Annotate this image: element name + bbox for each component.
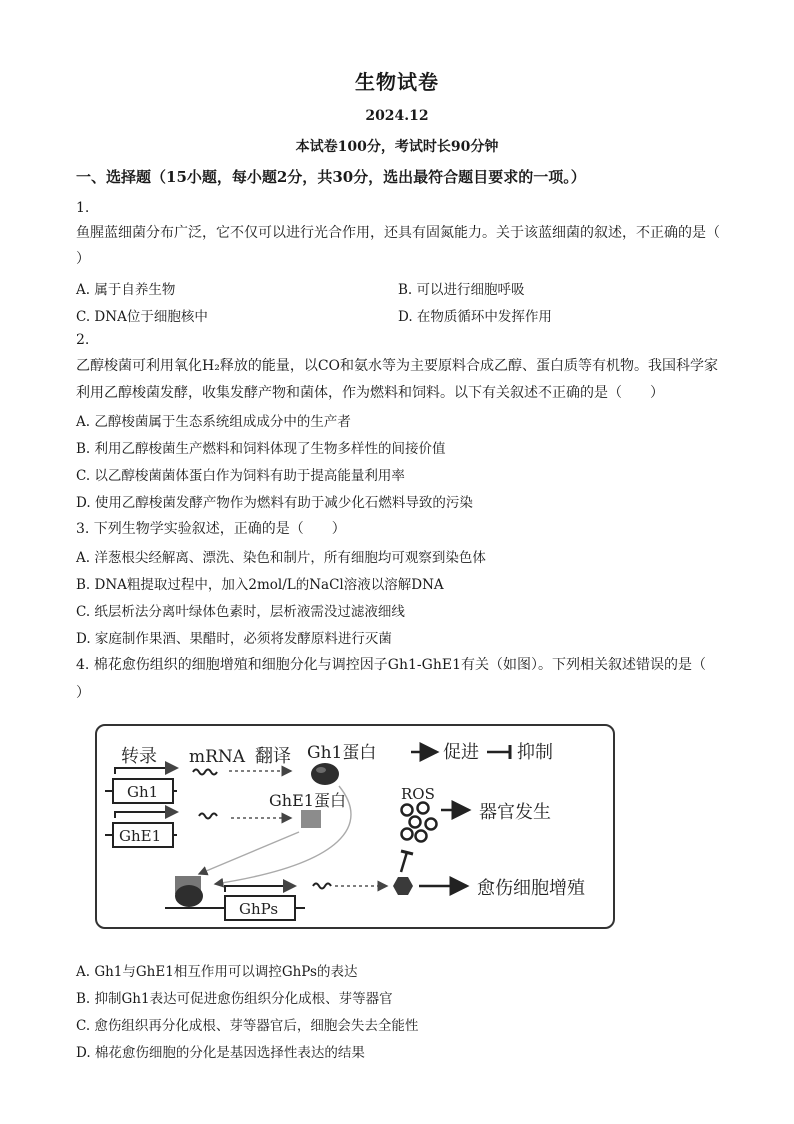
exam-info: 本试卷100分，考试时长90分钟 xyxy=(295,139,499,155)
q1-option-b: B. 可以进行细胞呼吸 xyxy=(398,282,525,298)
q1-stem-end: ） xyxy=(76,251,90,267)
q4-stem: 4. 棉花愈伤组织的细胞增殖和细胞分化与调控因子Gh1-GhE1有关（如图）。下列相关叙述错误的是（ xyxy=(76,657,706,673)
q1-option-a: A. 属于自养生物 xyxy=(76,282,176,298)
label-transcription: 转录 xyxy=(121,746,157,767)
q2-stem-cont: 利用乙醇梭菌发酵，收集发酵产物和菌体，作为燃料和饲料。以下有关叙述不正确的是（ ） xyxy=(76,385,664,401)
gene-gh1-label: Gh1 xyxy=(127,783,159,801)
label-ghe1-protein: GhE1蛋白 xyxy=(269,791,346,810)
exam-date: 2024.12 xyxy=(365,108,429,124)
section-title: 一、选择题（15小题，每小题2分，共30分，选出最符合题目要求的一项。） xyxy=(76,168,586,186)
q2-option-b: B. 利用乙醇梭菌生产燃料和饲料体现了生物多样性的间接价值 xyxy=(76,441,446,457)
q2-option-c: C. 以乙醇梭菌菌体蛋白作为饲料有助于提高能量利用率 xyxy=(76,468,405,484)
label-callus-proliferation: 愈伤细胞增殖 xyxy=(477,878,585,899)
gene-ghps-label: GhPs xyxy=(239,900,279,918)
q2-option-a: A. 乙醇梭菌属于生态系统组成成分中的生产者 xyxy=(76,414,351,430)
q4-option-c: C. 愈伤组织再分化成根、芽等器官后，细胞会失去全能性 xyxy=(76,1018,419,1034)
q2-stem: 乙醇梭菌可利用氧化H₂释放的能量，以CO和氨水等为主要原料合成乙醇、蛋白质等有机物。我国科学家 xyxy=(76,358,719,374)
q3-option-d: D. 家庭制作果酒、果醋时，必须将发酵原料进行灭菌 xyxy=(76,631,392,647)
q3-stem: 3. 下列生物学实验叙述，正确的是（ ） xyxy=(76,521,346,537)
q3-option-c: C. 纸层析法分离叶绿体色素时，层析液需没过滤液细线 xyxy=(76,604,405,620)
q1-option-c: C. DNA位于细胞核中 xyxy=(76,309,208,325)
label-mrna: mRNA xyxy=(189,747,246,767)
q2-option-d: D. 使用乙醇梭菌发酵产物作为燃料有助于减少化石燃料导致的污染 xyxy=(76,495,473,511)
q2-number: 2. xyxy=(76,332,90,348)
regulation-diagram xyxy=(95,724,615,930)
complex-gh1-part xyxy=(175,885,203,907)
q4-option-d: D. 棉花愈伤细胞的分化是基因选择性表达的结果 xyxy=(76,1045,365,1061)
q1-number: 1. xyxy=(76,200,90,216)
q4-option-b: B. 抑制Gh1表达可促进愈伤组织分化成根、芽等器官 xyxy=(76,991,393,1007)
page-title: 生物试卷 xyxy=(355,70,439,94)
legend-promote: 促进 xyxy=(443,742,479,763)
label-ros: ROS xyxy=(401,785,435,803)
q4-stem-end: ） xyxy=(76,685,90,701)
label-translation: 翻译 xyxy=(255,746,291,767)
legend-inhibit: 抑制 xyxy=(517,742,553,763)
q1-stem: 鱼腥蓝细菌分布广泛，它不仅可以进行光合作用，还具有固氮能力。关于该蓝细菌的叙述，不正确的是（ xyxy=(76,225,720,241)
gh1-protein-icon xyxy=(311,763,339,785)
q1-option-d: D. 在物质循环中发挥作用 xyxy=(398,309,552,325)
gene-ghe1-label: GhE1 xyxy=(119,827,162,845)
q3-option-a: A. 洋葱根尖经解离、漂洗、染色和制片，所有细胞均可观察到染色体 xyxy=(76,550,486,566)
label-organogenesis: 器官发生 xyxy=(479,802,551,823)
label-gh1-protein: Gh1蛋白 xyxy=(307,743,377,763)
ghe1-protein-icon xyxy=(301,810,321,828)
q4-option-a: A. Gh1与GhE1相互作用可以调控GhPs的表达 xyxy=(76,964,358,980)
q3-option-b: B. DNA粗提取过程中，加入2mol/L的NaCl溶液以溶解DNA xyxy=(76,577,444,593)
